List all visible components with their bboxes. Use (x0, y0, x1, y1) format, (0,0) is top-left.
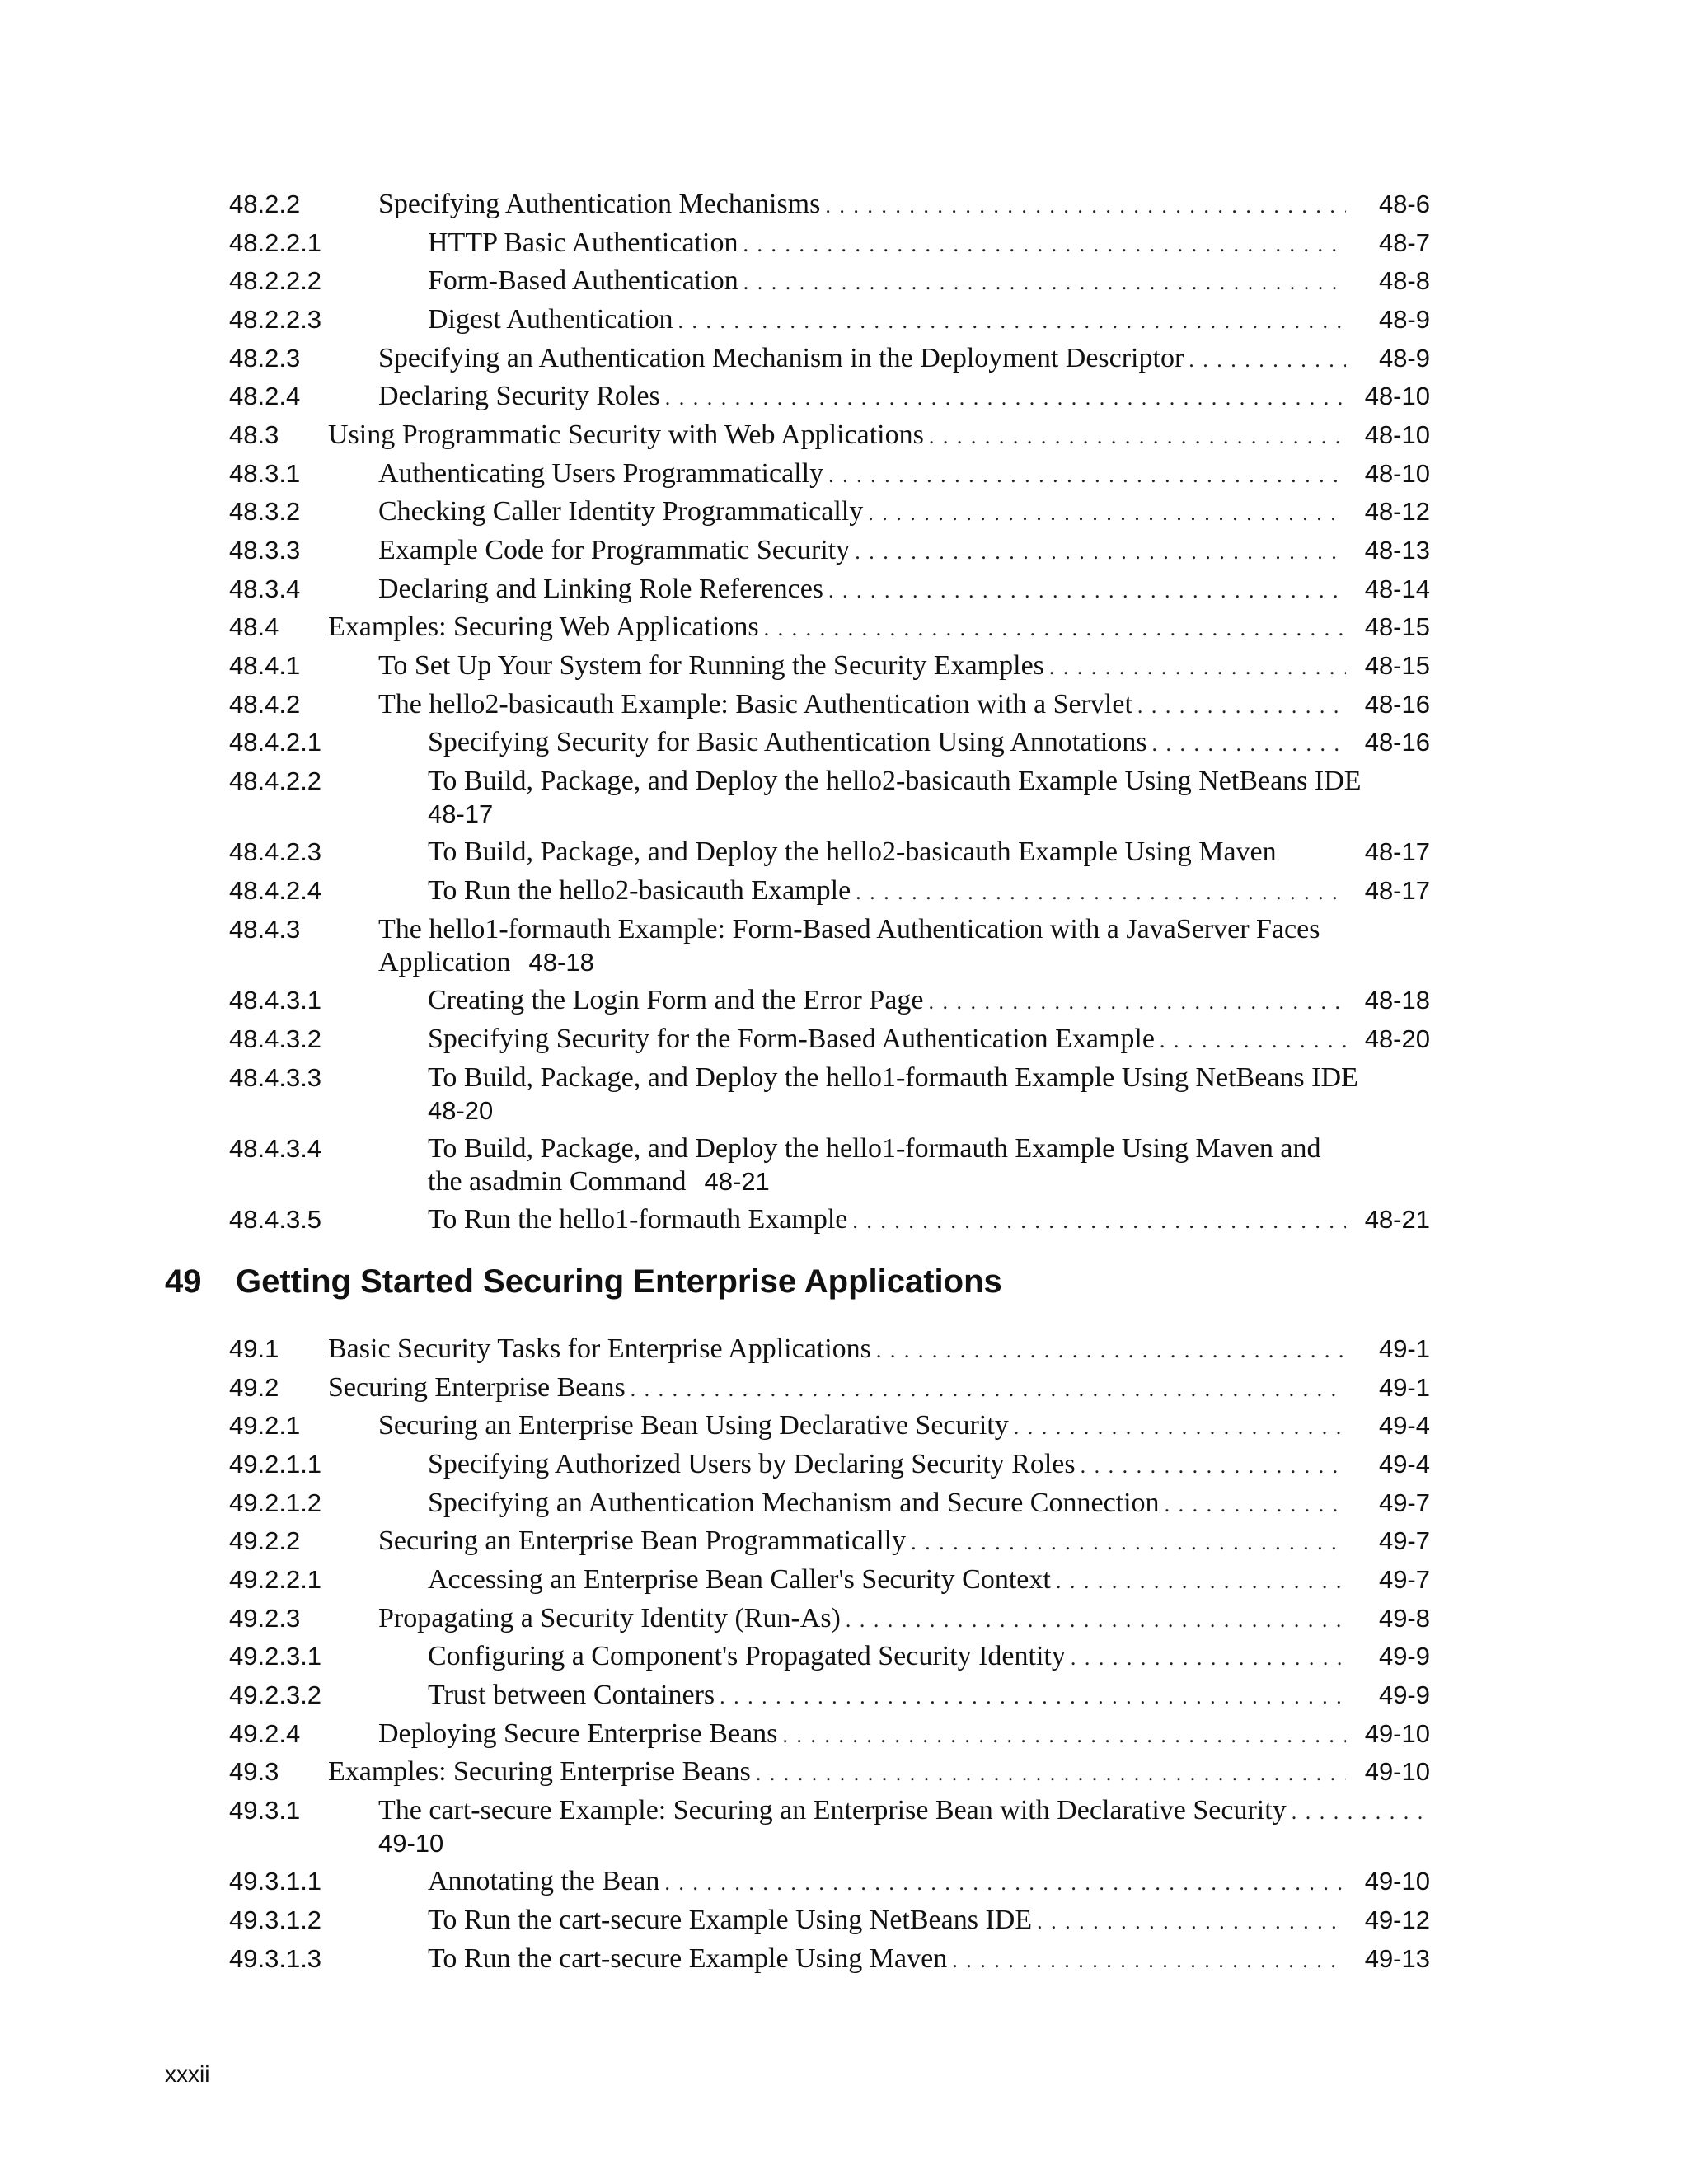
toc-entry-page: 48-12 (1364, 497, 1430, 526)
chapter-number: 49 (165, 1263, 202, 1300)
toc-entry-page: 49-1 (1378, 1334, 1430, 1363)
dot-leader (1049, 651, 1346, 684)
toc-entry-title-continued: Application (378, 947, 511, 977)
toc-entry-page: 48-6 (1378, 190, 1430, 218)
toc-entry-title: Securing Enterprise Beans (328, 1372, 626, 1403)
dot-leader (1071, 1642, 1346, 1675)
toc-entry-number: 48.4.3.2 (229, 1024, 322, 1053)
toc-entry-title-line-1: To Build, Package, and Deploy the hello1-formauth Example Using Maven and (428, 1133, 1321, 1164)
toc-entry-line (378, 688, 1430, 721)
dot-leader (631, 1373, 1346, 1406)
toc-entry[interactable] (0, 534, 1688, 567)
toc-entry-number: 48.4.3.3 (229, 1063, 322, 1092)
toc-entry-title: To Run the hello1-formauth Example (428, 1204, 848, 1235)
dot-leader (928, 986, 1346, 1019)
toc-entry-number: 48.2.2 (229, 190, 301, 218)
toc-entry-page: 49-10 (1364, 1719, 1430, 1748)
dot-leader (876, 1334, 1346, 1367)
dot-leader (846, 1604, 1346, 1637)
toc-entry-number: 48.2.2.3 (229, 305, 322, 334)
toc-entry-line (378, 573, 1430, 606)
toc-entry-line (378, 495, 1430, 528)
toc-entry-title: Specifying Security for Basic Authentication Using Annotations (428, 727, 1147, 757)
toc-entry-title-line-1: The hello1-formauth Example: Form-Based Authentication with a JavaServer Faces (378, 914, 1320, 944)
toc-entry[interactable] (0, 1333, 1688, 1366)
toc-entry-number: 49.3.1 (229, 1796, 301, 1825)
toc-entry-line (428, 984, 1430, 1017)
toc-entry-line (428, 1563, 1430, 1596)
toc-entry[interactable] (0, 227, 1688, 260)
toc-entry-title: Securing an Enterprise Bean Using Declarative Security (378, 1410, 1009, 1441)
toc-entry-title-continued: the asadmin Command (428, 1166, 687, 1197)
dot-leader (664, 1867, 1346, 1900)
toc-entry-number: 49.2.3.2 (229, 1680, 322, 1709)
toc-entry-number: 48.4.3.4 (229, 1134, 322, 1163)
toc-entry-page: 49-9 (1378, 1642, 1430, 1671)
dot-leader (855, 536, 1346, 569)
toc-entry-line (378, 1602, 1430, 1635)
toc-entry-page: 49-4 (1378, 1411, 1430, 1440)
dot-leader (1014, 1411, 1346, 1444)
toc-entry[interactable] (0, 495, 1688, 528)
toc-entry-number: 48.4.2.2 (229, 766, 322, 795)
toc-entry-page: 48-17 (1364, 837, 1430, 866)
toc-entry-line (428, 1865, 1430, 1898)
toc-entry-title: Specifying an Authentication Mechanism and Secure Connection (428, 1488, 1160, 1518)
toc-entry[interactable] (0, 1679, 1688, 1712)
toc-entry-line (428, 1904, 1430, 1937)
toc-entry-number: 48.2.2.1 (229, 228, 322, 257)
dot-leader (1189, 344, 1346, 377)
dot-leader (1165, 1488, 1346, 1521)
toc-entry-title: The cart-secure Example: Securing an Enterprise Bean with Declarative Security (378, 1795, 1287, 1825)
toc-entry-title: Checking Caller Identity Programmatically (378, 496, 864, 527)
dot-leader (665, 382, 1346, 415)
toc-entry-line (428, 836, 1430, 869)
toc-entry-title: To Build, Package, and Deploy the hello1-formauth Example Using NetBeans IDE (428, 1062, 1358, 1093)
toc-entry-number: 49.2.1.1 (229, 1450, 322, 1479)
toc-entry[interactable] (0, 419, 1688, 452)
toc-entry[interactable] (0, 688, 1688, 721)
dot-leader (828, 459, 1346, 492)
toc-entry-title: HTTP Basic Authentication (428, 227, 738, 258)
toc-entry-line (428, 1023, 1430, 1056)
toc-entry-page: 48-21 (704, 1167, 770, 1196)
toc-entry-number: 49.1 (229, 1334, 279, 1363)
toc-entry-number: 48.2.4 (229, 382, 301, 410)
dot-leader (743, 228, 1346, 261)
toc-entry-line (378, 649, 1430, 682)
toc-entry-line (428, 874, 1430, 907)
toc-entry-page: 48-15 (1364, 651, 1430, 680)
toc-entry-page: 49-7 (1378, 1526, 1430, 1555)
toc-entry-line (328, 1755, 1430, 1788)
toc-entry-page: 48-10 (1364, 382, 1430, 410)
dot-leader (1152, 728, 1346, 761)
toc-entry-page: 48-13 (1364, 536, 1430, 565)
toc-entry-number: 48.4.1 (229, 651, 301, 680)
toc-entry-title-line-2 (378, 946, 594, 979)
toc-entry[interactable] (0, 1062, 1688, 1127)
toc-entry-page: 48-9 (1378, 344, 1430, 373)
toc-entry-line (378, 1718, 1430, 1750)
toc-entry-title: Trust between Containers (428, 1680, 715, 1710)
toc-entry[interactable] (0, 573, 1688, 606)
page-number-footer: xxxii (165, 2061, 210, 2087)
toc-entry-number: 49.2.4 (229, 1719, 301, 1748)
toc-entry-page: 48-10 (1364, 459, 1430, 488)
toc-entry[interactable] (0, 1203, 1688, 1236)
toc-entry-page: 48-20 (428, 1096, 494, 1125)
toc-entry-title: To Run the hello2-basicauth Example (428, 875, 851, 906)
toc-entry-number: 48.4.2.4 (229, 876, 322, 905)
toc-entry-title: Examples: Securing Web Applications (328, 612, 759, 642)
toc-entry-line (428, 726, 1430, 759)
toc-entry-page: 49-12 (1364, 1905, 1430, 1934)
toc-entry-page: 48-16 (1364, 690, 1430, 719)
toc-entry-number: 48.4 (229, 612, 279, 641)
toc-entry-title: Form-Based Authentication (428, 265, 738, 296)
toc-entry[interactable] (0, 1602, 1688, 1635)
dot-leader (1056, 1565, 1346, 1598)
toc-entry-number: 48.4.3.1 (229, 986, 322, 1015)
dot-leader (756, 1757, 1346, 1790)
toc-entry-title: To Build, Package, and Deploy the hello2-basicauth Example Using NetBeans IDE (428, 766, 1362, 796)
toc-entry[interactable] (0, 303, 1688, 336)
toc-entry[interactable] (0, 1563, 1688, 1596)
dot-leader (782, 1719, 1346, 1752)
toc-entry-line (378, 1794, 1430, 1827)
toc-entry-number: 48.4.3 (229, 915, 301, 944)
toc-entry-line (328, 419, 1430, 452)
toc-entry-page: 48-8 (1378, 266, 1430, 295)
toc-entry[interactable] (0, 836, 1688, 869)
toc-entry-number: 49.2.2 (229, 1526, 301, 1555)
toc-entry[interactable] (0, 1132, 1688, 1198)
dot-leader (852, 1205, 1346, 1238)
toc-entry[interactable] (0, 1525, 1688, 1558)
toc-entry-title: Examples: Securing Enterprise Beans (328, 1756, 751, 1787)
toc-entry-line (428, 1943, 1430, 1975)
dot-leader (825, 190, 1346, 223)
toc-entry[interactable] (0, 913, 1688, 979)
toc-entry-title: Securing an Enterprise Bean Programmatically (378, 1526, 907, 1556)
toc-entry-title: Specifying an Authentication Mechanism in the Deployment Descriptor (378, 343, 1184, 373)
toc-entry-title: To Build, Package, and Deploy the hello2-basicauth Example Using Maven (428, 837, 1277, 867)
dot-leader (1081, 1450, 1346, 1483)
toc-entry-title: Configuring a Component's Propagated Security Identity (428, 1641, 1066, 1671)
chapter-heading (165, 1261, 1002, 1302)
toc-entry-title-line-2 (428, 1165, 770, 1198)
toc-entry-number: 48.2.3 (229, 344, 301, 373)
toc-entry-title: Propagating a Security Identity (Run-As) (378, 1603, 841, 1633)
toc-entry[interactable] (0, 342, 1688, 375)
toc-entry-page: 49-4 (1378, 1450, 1430, 1479)
toc-entry-number: 49.2.3.1 (229, 1642, 322, 1671)
toc-entry-page: 49-13 (1364, 1944, 1430, 1973)
toc-entry-line (428, 303, 1430, 336)
dot-leader (1292, 1796, 1425, 1829)
toc-entry-page: 48-18 (1364, 986, 1430, 1015)
toc-entry-page: 48-7 (1378, 228, 1430, 257)
toc-entry[interactable] (0, 1371, 1688, 1404)
toc-entry-page: 48-18 (528, 948, 594, 977)
toc-entry-number: 48.3 (229, 420, 279, 449)
toc-entry-page: 49-9 (1378, 1680, 1430, 1709)
toc-entry[interactable] (0, 984, 1688, 1017)
toc-entry[interactable] (0, 1487, 1688, 1520)
toc-entry-page: 49-10 (378, 1829, 444, 1858)
toc-entry-title: Specifying Authentication Mechanisms (378, 189, 821, 219)
toc-entry-title: To Run the cart-secure Example Using NetBeans IDE (428, 1905, 1033, 1935)
chapter-title: Getting Started Securing Enterprise Applications (236, 1263, 1002, 1300)
dot-leader (868, 497, 1346, 530)
toc-entry-title: Creating the Login Form and the Error Page (428, 985, 924, 1015)
toc-entry-line (378, 1409, 1430, 1442)
toc-entry-line (378, 457, 1430, 490)
dot-leader (952, 1944, 1346, 1977)
toc-entry-title: Declaring Security Roles (378, 381, 660, 411)
toc-entry-number: 49.2.2.1 (229, 1565, 322, 1594)
toc-entry[interactable] (0, 1023, 1688, 1056)
toc-entry-title: To Run the cart-secure Example Using Maven (428, 1943, 948, 1974)
toc-entry-page: 48-17 (1364, 876, 1430, 905)
dot-leader (828, 574, 1346, 607)
toc-entry-number: 49.3.1.3 (229, 1944, 322, 1973)
dot-leader (929, 420, 1346, 453)
toc-entry-number: 48.3.1 (229, 459, 301, 488)
toc-entry-title: The hello2-basicauth Example: Basic Authentication with a Servlet (378, 689, 1132, 719)
toc-entry-line (378, 380, 1430, 413)
toc-entry-page: 48-14 (1364, 574, 1430, 603)
toc-entry-title: Declaring and Linking Role References (378, 574, 824, 604)
toc-entry-number: 48.4.2.1 (229, 728, 322, 757)
toc-entry[interactable] (0, 380, 1688, 413)
toc-entry[interactable] (0, 611, 1688, 644)
toc-entry[interactable] (0, 457, 1688, 490)
toc-entry-number: 48.3.2 (229, 497, 301, 526)
toc-entry-number: 48.4.2 (229, 690, 301, 719)
toc-entry-line (428, 1448, 1430, 1481)
toc-entry-number: 49.2.3 (229, 1604, 301, 1633)
toc-entry[interactable] (0, 1718, 1688, 1750)
toc-entry[interactable] (0, 188, 1688, 221)
dot-leader (1037, 1905, 1346, 1938)
dot-leader (856, 876, 1346, 909)
toc-entry-line (328, 611, 1430, 644)
toc-entry-line (428, 1640, 1430, 1673)
toc-entry[interactable] (0, 765, 1688, 831)
toc-entry-page: 49-10 (1364, 1757, 1430, 1786)
toc-entry-number: 49.2.1.2 (229, 1488, 322, 1517)
toc-entry-page: 49-1 (1378, 1373, 1430, 1402)
toc-entry-line (378, 534, 1430, 567)
toc-entry-number: 48.4.2.3 (229, 837, 322, 866)
toc-entry-title: Basic Security Tasks for Enterprise Applications (328, 1333, 871, 1364)
toc-entry-title: Annotating the Bean (428, 1866, 660, 1896)
dot-leader (911, 1526, 1346, 1559)
toc-entry-page: 48-21 (1364, 1205, 1430, 1234)
toc-entry-page: 48-9 (1378, 305, 1430, 334)
toc-entry-line (378, 1525, 1430, 1558)
toc-entry[interactable] (0, 1794, 1688, 1860)
dot-leader (678, 305, 1346, 338)
toc-entry-line (328, 1371, 1430, 1404)
toc-entry[interactable] (0, 1865, 1688, 1898)
toc-entry-line (428, 227, 1430, 260)
toc-entry-number: 48.3.3 (229, 536, 301, 565)
toc-entry-title: Deploying Secure Enterprise Beans (378, 1718, 778, 1749)
toc-entry-title: To Set Up Your System for Running the Security Examples (378, 650, 1044, 681)
toc-entry[interactable] (0, 1640, 1688, 1673)
toc-entry-title: Example Code for Programmatic Security (378, 535, 851, 565)
toc-entry-number: 48.3.4 (229, 574, 301, 603)
toc-entry-number: 49.3.1.2 (229, 1905, 322, 1934)
toc-entry-page: 49-8 (1378, 1604, 1430, 1633)
toc-entry-number: 49.3 (229, 1757, 279, 1786)
toc-entry-title: Using Programmatic Security with Web Applications (328, 419, 924, 450)
toc-entry[interactable] (0, 265, 1688, 298)
toc-entry-page: 49-7 (1378, 1565, 1430, 1594)
toc-entry[interactable] (0, 874, 1688, 907)
toc-entry[interactable] (0, 726, 1688, 759)
toc-entry-number: 49.2.1 (229, 1411, 301, 1440)
toc-entry[interactable] (0, 1448, 1688, 1481)
toc-entry-line (328, 1333, 1430, 1366)
toc-entry-title: Digest Authentication (428, 304, 673, 335)
toc-entry-title: Specifying Authorized Users by Declaring Security Roles (428, 1449, 1076, 1479)
toc-entry-line (428, 1679, 1430, 1712)
toc-entry-page: 49-10 (1364, 1867, 1430, 1896)
toc-entry-number: 49.3.1.1 (229, 1867, 322, 1896)
dot-leader (720, 1680, 1346, 1713)
dot-leader (1160, 1024, 1346, 1057)
toc-entry-page: 48-16 (1364, 728, 1430, 757)
toc-entry-title: Specifying Security for the Form-Based Authentication Example (428, 1024, 1155, 1054)
toc-entry-page: 49-7 (1378, 1488, 1430, 1517)
toc-entry-number: 48.2.2.2 (229, 266, 322, 295)
toc-entry-page: 48-10 (1364, 420, 1430, 449)
dot-leader (1137, 690, 1346, 723)
toc-entry-number: 49.2 (229, 1373, 279, 1402)
toc-entry-title: Authenticating Users Programmatically (378, 458, 824, 489)
toc-entry[interactable] (0, 1755, 1688, 1788)
toc-entry-page: 48-17 (428, 799, 494, 828)
toc-entry-line (428, 265, 1430, 298)
toc-entry[interactable] (0, 1943, 1688, 1975)
toc-entry[interactable] (0, 1904, 1688, 1937)
toc-entry-line (378, 342, 1430, 375)
toc-entry[interactable] (0, 649, 1688, 682)
toc-entry-page: 48-15 (1364, 612, 1430, 641)
toc-entry[interactable] (0, 1409, 1688, 1442)
dot-leader (764, 612, 1346, 645)
toc-entry-title: Accessing an Enterprise Bean Caller's Security Context (428, 1564, 1051, 1595)
toc-entry-page: 48-20 (1364, 1024, 1430, 1053)
toc-entry-number: 48.4.3.5 (229, 1205, 322, 1234)
toc-entry-line (378, 188, 1430, 221)
toc-entry-line (428, 1203, 1430, 1236)
toc-entry-line (428, 1487, 1430, 1520)
dot-leader (743, 266, 1346, 299)
